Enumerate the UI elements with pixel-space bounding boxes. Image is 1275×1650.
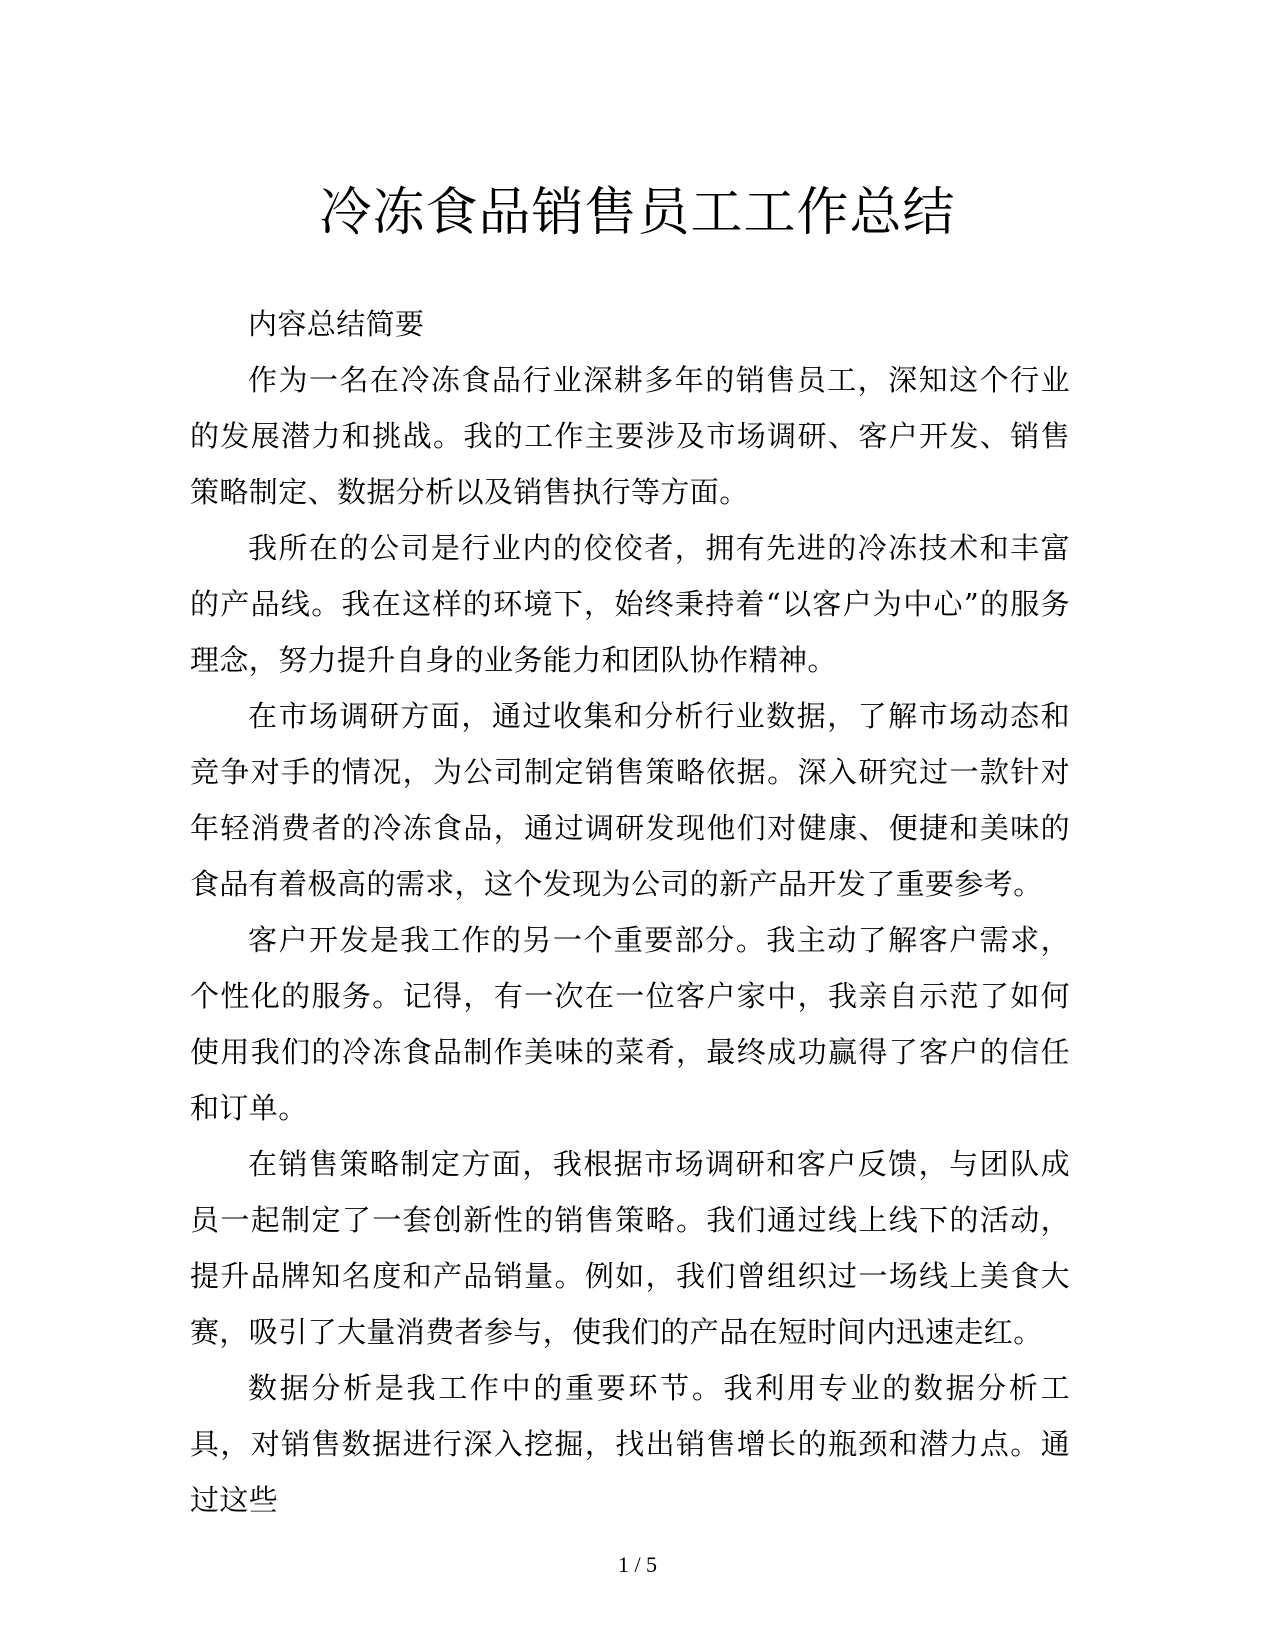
paragraph-market-research: 在市场调研方面，通过收集和分析行业数据，了解市场动态和竞争对手的情况，为公司制定销售策略依据。深入研究过一款针对年轻消费者的冷冻食品，通过调研发现他们对健康、便捷和美味的食品有着极高的需求，这个发现为公司的新产品开发了重要参考。 [190,699,1070,901]
document-body [190,296,1070,1528]
document-title: 冷冻食品销售员工工作总结 [319,183,956,243]
paragraph-company: 我所在的公司是行业内的佼佼者，拥有先进的冷冻技术和丰富的产品线。我在这样的环境下，始终秉持着“以客户为中心”的服务理念，努力提升自身的业务能力和团队协作精神。 [190,531,1070,677]
page-number: 1 / 5 [617,1552,658,1577]
paragraph-summary-heading: 内容总结简要 [248,307,425,341]
paragraph-customer-development: 客户开发是我工作的另一个重要部分。我主动了解客户需求，个性化的服务。记得，有一次在一位客户家中，我亲自示范了如何使用我们的冷冻食品制作美味的菜肴，最终成功赢得了客户的信任和订单。 [190,923,1070,1125]
paragraph-sales-strategy: 在销售策略制定方面，我根据市场调研和客户反馈，与团队成员一起制定了一套创新性的销售策略。我们通过线上线下的活动，提升品牌知名度和产品销量。例如，我们曾组织过一场线上美食大赛，吸引了大量消费者参与，使我们的产品在短时间内迅速走红。 [190,1147,1070,1349]
paragraph-data-analysis: 数据分析是我工作中的重要环节。我利用专业的数据分析工具，对销售数据进行深入挖掘，找出销售增长的瓶颈和潜力点。通过这些 [190,1371,1070,1517]
paragraph-intro: 作为一名在冷冻食品行业深耕多年的销售员工，深知这个行业的发展潜力和挑战。我的工作主要涉及市场调研、客户开发、销售策略制定、数据分析以及销售执行等方面。 [190,363,1070,509]
